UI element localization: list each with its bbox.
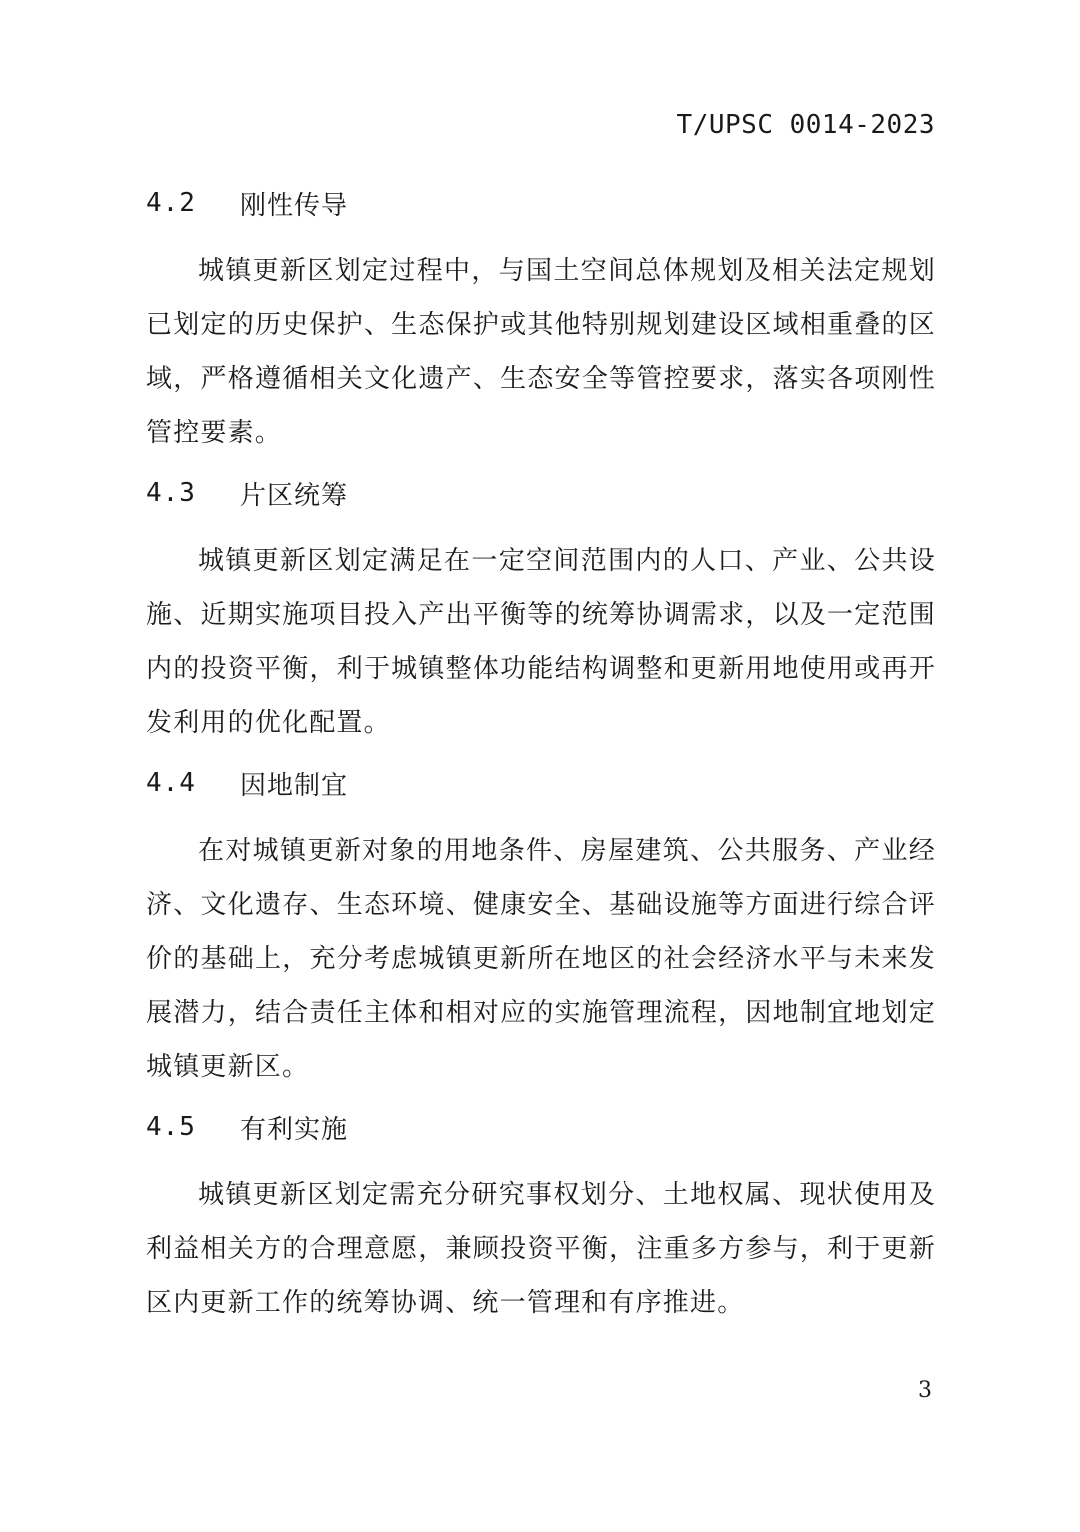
- section-number: 4.3: [146, 478, 196, 508]
- section-4-3: [146, 466, 936, 750]
- document-body: [146, 176, 936, 1336]
- section-heading: [146, 756, 936, 810]
- section-4-4: [146, 756, 936, 1094]
- document-code: T/UPSC 0014-2023: [676, 110, 935, 140]
- section-heading: [146, 466, 936, 520]
- section-4-5: [146, 1100, 936, 1330]
- section-paragraph: 在对城镇更新对象的用地条件、房屋建筑、公共服务、产业经济、文化遗存、生态环境、健康安全、基础设施等方面进行综合评价的基础上，充分考虑城镇更新所在地区的社会经济水平与未来发展潜力，结合责任主体和相对应的实施管理流程，因地制宜地划定城镇更新区。: [146, 836, 936, 1082]
- section-title: 刚性传导: [240, 190, 349, 221]
- section-4-2: [146, 176, 936, 460]
- section-title: 片区统筹: [240, 480, 349, 511]
- page-number: 3: [918, 1378, 932, 1403]
- section-heading: [146, 176, 936, 230]
- section-paragraph: 城镇更新区划定需充分研究事权划分、土地权属、现状使用及利益相关方的合理意愿，兼顾投资平衡，注重多方参与，利于更新区内更新工作的统筹协调、统一管理和有序推进。: [146, 1180, 936, 1318]
- section-number: 4.4: [146, 768, 196, 798]
- section-paragraph: 城镇更新区划定过程中，与国土空间总体规划及相关法定规划已划定的历史保护、生态保护或其他特别规划建设区域相重叠的区域，严格遵循相关文化遗产、生态安全等管控要求，落实各项刚性管控要素。: [146, 256, 936, 448]
- section-heading: [146, 1100, 936, 1154]
- section-number: 4.5: [146, 1112, 196, 1142]
- section-title: 因地制宜: [240, 770, 349, 801]
- section-paragraph: 城镇更新区划定满足在一定空间范围内的人口、产业、公共设施、近期实施项目投入产出平衡等的统筹协调需求，以及一定范围内的投资平衡，利于城镇整体功能结构调整和更新用地使用或再开发利用的优化配置。: [146, 546, 936, 738]
- section-title: 有利实施: [240, 1114, 349, 1145]
- section-number: 4.2: [146, 188, 196, 218]
